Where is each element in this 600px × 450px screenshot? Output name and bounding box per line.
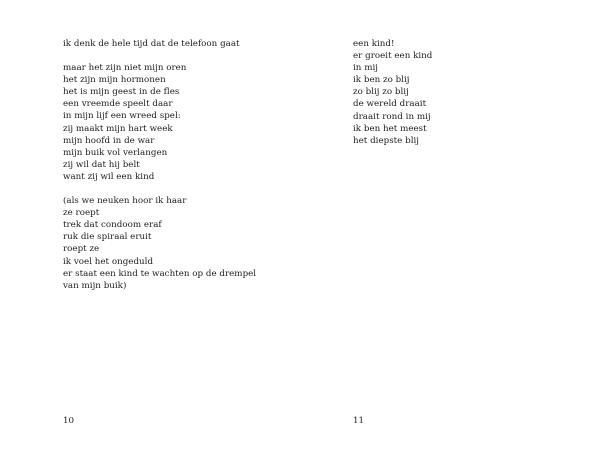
poem-line: het zijn mijn hormonen xyxy=(63,75,166,86)
poem-line: er staat een kind te wachten op de drempel xyxy=(63,268,257,279)
poem-line: een vreemde speelt daar xyxy=(63,99,173,110)
stanza xyxy=(63,62,256,183)
poem-line: de wereld draait xyxy=(353,99,427,110)
poem-line: zij wil dat hij belt xyxy=(63,159,140,170)
poem-line: het diepste blij xyxy=(353,135,420,146)
poem-line: roept ze xyxy=(63,244,100,255)
poem-line: een kind! xyxy=(353,39,395,49)
right-page xyxy=(300,0,600,450)
poem-line: trek dat condoom eraf xyxy=(63,220,162,231)
poem-line: ze roept xyxy=(63,208,100,219)
poem-line: want zij wil een kind xyxy=(63,171,155,182)
poem-line: (als we neuken hoor ik haar xyxy=(63,196,187,207)
poem-line: ik ben zo blij xyxy=(353,75,410,86)
poem-line: het is mijn geest in de fles xyxy=(63,87,180,98)
poem-line: ik ben het meest xyxy=(353,123,427,134)
stanza xyxy=(63,195,256,292)
poem-line: zij maakt mijn hart week xyxy=(63,123,173,134)
poem-left xyxy=(63,38,256,292)
stanza xyxy=(63,38,256,50)
poem-line: ik denk de hele tijd dat de telefoon gaat xyxy=(63,39,240,49)
page-number-left: 10 xyxy=(63,416,75,426)
poem-line: er groeit een kind xyxy=(353,51,433,62)
poem-line: mijn buik vol verlangen xyxy=(63,147,168,158)
poem-line: ruk die spiraal eruit xyxy=(63,232,152,243)
poem-line: zo blij zo blij xyxy=(353,87,409,98)
poem-line: in mijn lijf een wreed spel: xyxy=(63,111,181,122)
poem-line: draait rond in mij xyxy=(353,111,431,122)
poem-line: ik voel het ongeduld xyxy=(63,256,154,267)
poem-right xyxy=(353,38,432,147)
poem-line: in mij xyxy=(353,63,378,74)
stanza xyxy=(353,38,432,147)
page-number-right: 11 xyxy=(353,416,365,426)
poem-line: maar het zijn niet mijn oren xyxy=(63,63,187,74)
poem-line: mijn hoofd in de war xyxy=(63,135,155,146)
poem-line: van mijn buik) xyxy=(63,280,127,291)
